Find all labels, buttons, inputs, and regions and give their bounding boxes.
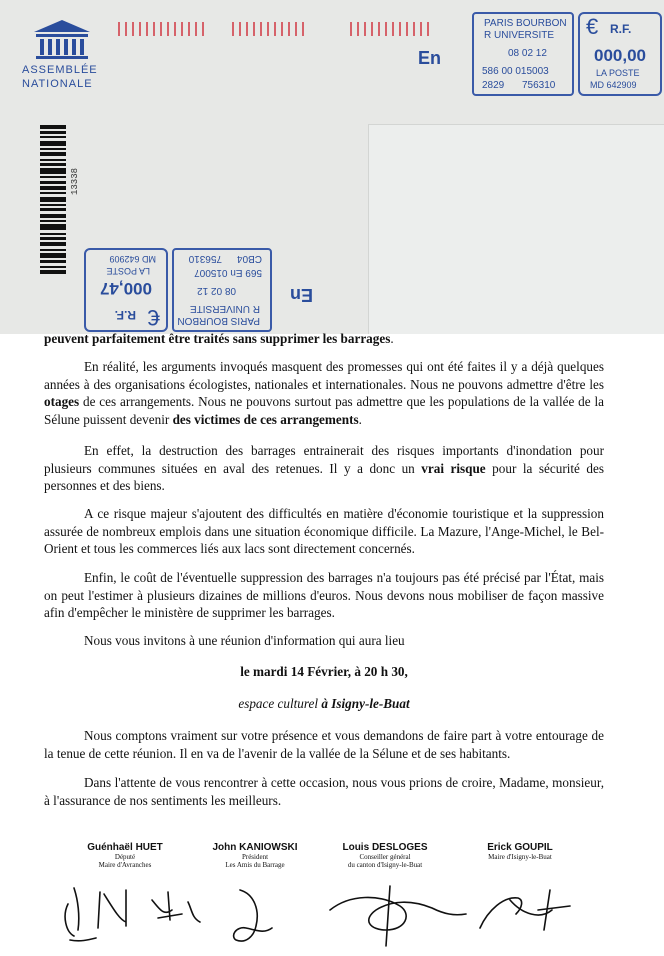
postmark-code2a: 2829 (482, 80, 505, 91)
mirrored-meter-stamp (84, 248, 168, 332)
red-index-marks (118, 22, 204, 36)
signatory-3-role2: du canton d'Isigny-le-Buat (347, 861, 423, 869)
p0-end: . (390, 331, 394, 346)
mirrored-postmark-code1: 569 En 015007 (194, 267, 262, 278)
signature-block (40, 842, 640, 956)
postmark-line2: R UNIVERSITE (484, 30, 555, 41)
meter-operator: LA POSTE (596, 68, 640, 78)
postmark-date: 08 02 12 (508, 48, 547, 59)
euro-symbol: € (586, 14, 599, 39)
paragraph-2 (44, 442, 604, 495)
mirrored-euro-symbol: € (147, 305, 160, 330)
signatory-4 (460, 842, 580, 861)
event-place-bold: à Isigny-le-Buat (321, 696, 410, 711)
mirrored-postmark-date: 08 02 12 (197, 285, 236, 296)
paragraph-6: Nous comptons vraiment sur votre présence et vous demandons de faire part à votre entourage de la tenue de cette réunion. Il en va de l'avenir de la vallée de la Sélune et de ses habitants. (44, 728, 604, 761)
paragraph-5: Nous vous invitons à une réunion d'information qui aura lieu (84, 633, 405, 648)
mirrored-meter-machine-id: MD 642909 (109, 254, 156, 264)
mirrored-meter-value: 000,47 (100, 279, 152, 298)
postmark-stamp (472, 12, 574, 96)
meter-machine-id: MD 642909 (590, 80, 637, 90)
mirrored-postmark-code2b: 756310 (188, 253, 222, 264)
postmark-code1: 586 00 015003 (482, 66, 549, 77)
postmark-code2b: 756310 (522, 80, 556, 91)
p0-text: peuvent parfaitement être traités sans supprimer les barrages (44, 331, 391, 346)
meter-stamp (578, 12, 662, 96)
signature-desloges (330, 886, 466, 946)
event-date: le mardi 14 Février, à 20 h 30, (240, 664, 408, 679)
red-index-marks (232, 22, 304, 36)
paragraph-4: Enfin, le coût de l'éventuelle suppression des barrages n'a toujours pas été précisé par l'État, mais on peut l'estimer à plusieurs dizaines de millions d'euros. Nous devons nous mobiliser de façon massive afin d'empêcher le ministère de supprimer les barrages. (44, 570, 604, 620)
barcode-number: 13338 (70, 167, 80, 195)
signatory-3 (325, 842, 445, 869)
paragraph-7: Dans l'attente de vous rencontrer à cette occasion, nous vous prions de croire, Madame, monsieur, à l'assurance de nos sentiments les meilleurs. (44, 775, 604, 808)
event-place (44, 695, 604, 713)
signatory-1-first: Guénhaël (87, 842, 133, 853)
signatory-1-last: HUET (135, 842, 163, 853)
p2-bold: vrai risque (421, 460, 486, 476)
signatory-4-first: Erick (487, 842, 512, 853)
signatory-2 (200, 842, 310, 869)
p1-before: En réalité, les arguments invoqués masquent des promesses qui ont été faites il y a déjà quelques années à des organisations écologistes, nationales et internationales. Nous ne pouvons admettre d'être les (44, 359, 604, 392)
signatory-1-role1: Député (114, 853, 136, 861)
paragraph-1 (44, 358, 604, 428)
mirrored-meter-rf: R.F. (114, 308, 136, 322)
signatory-2-role1: Président (241, 853, 269, 861)
signatory-2-first: John (212, 842, 237, 853)
meter-value: 000,00 (594, 46, 646, 65)
signatory-2-last: KANIOWSKI (239, 842, 298, 853)
signatory-4-last: GOUPIL (514, 842, 553, 853)
signatory-3-last: DESLOGES (371, 842, 428, 853)
meter-rf: R.F. (610, 22, 632, 36)
signatory-1 (70, 842, 180, 869)
mirrored-postmark-line2: R UNIVERSITE (189, 303, 260, 314)
p1-middle: de ces arrangements. Nous ne pouvons surtout pas admettre que les populations de la vallée de la Sélune puissent devenir (44, 394, 604, 427)
p1-bold2: des victimes de ces arrangements (172, 411, 359, 427)
paragraph-3: A ce risque majeur s'ajoutent des difficultés en matière d'économie touristique et la suppression assurée de nombreux emplois dans une situation économique difficile. La Mazure, l'Ange-Michel, le Bel-Orient et tous les commerces liés aux lacs sont directement concernés. (44, 506, 604, 556)
signature-kaniowski (234, 890, 272, 941)
mirrored-service-mark: En (290, 285, 314, 305)
institution-name-line2: NATIONALE (22, 78, 93, 90)
mirrored-postmark-stamp (172, 248, 272, 332)
red-index-marks (350, 22, 429, 36)
p1-bold1: otages (44, 394, 80, 409)
mirrored-meter-operator: LA POSTE (106, 266, 150, 276)
envelope (0, 0, 664, 334)
p1-end: . (358, 411, 362, 427)
signatory-1-role2: Maire d'Avranches (98, 861, 152, 869)
mirrored-postmark-code2a: CB04 (236, 253, 262, 264)
signatory-3-role1: Conseiller général (359, 853, 411, 861)
signature-goupil (480, 890, 570, 930)
mirrored-postmark-line1: PARIS BOURBON (177, 315, 260, 326)
hemicycle-logo-icon (30, 18, 94, 60)
signatory-3-first: Louis (342, 842, 370, 853)
institution-name-line1: ASSEMBLÉE (22, 64, 98, 76)
barcode (40, 125, 66, 287)
service-mark: En (418, 48, 442, 68)
paragraph-0 (44, 330, 604, 348)
postmark-line1: PARIS BOURBON (484, 18, 567, 29)
p2-before: En effet, la destruction des barrages entrainerait des risques importants d'inondation pour plusieurs communes situées en aval des retenues. Il y a donc un (44, 443, 604, 476)
signatory-4-role1: Maire d'Isigny-le-Buat (488, 853, 552, 861)
envelope-window (368, 124, 664, 334)
signature-huet (65, 888, 200, 941)
p2-after: pour la sécurité des personnes et des biens. (44, 460, 604, 493)
event-place-before: espace culturel (238, 696, 322, 711)
signatory-2-role2: Les Amis du Barrage (225, 861, 285, 869)
handwritten-signatures (40, 870, 640, 956)
